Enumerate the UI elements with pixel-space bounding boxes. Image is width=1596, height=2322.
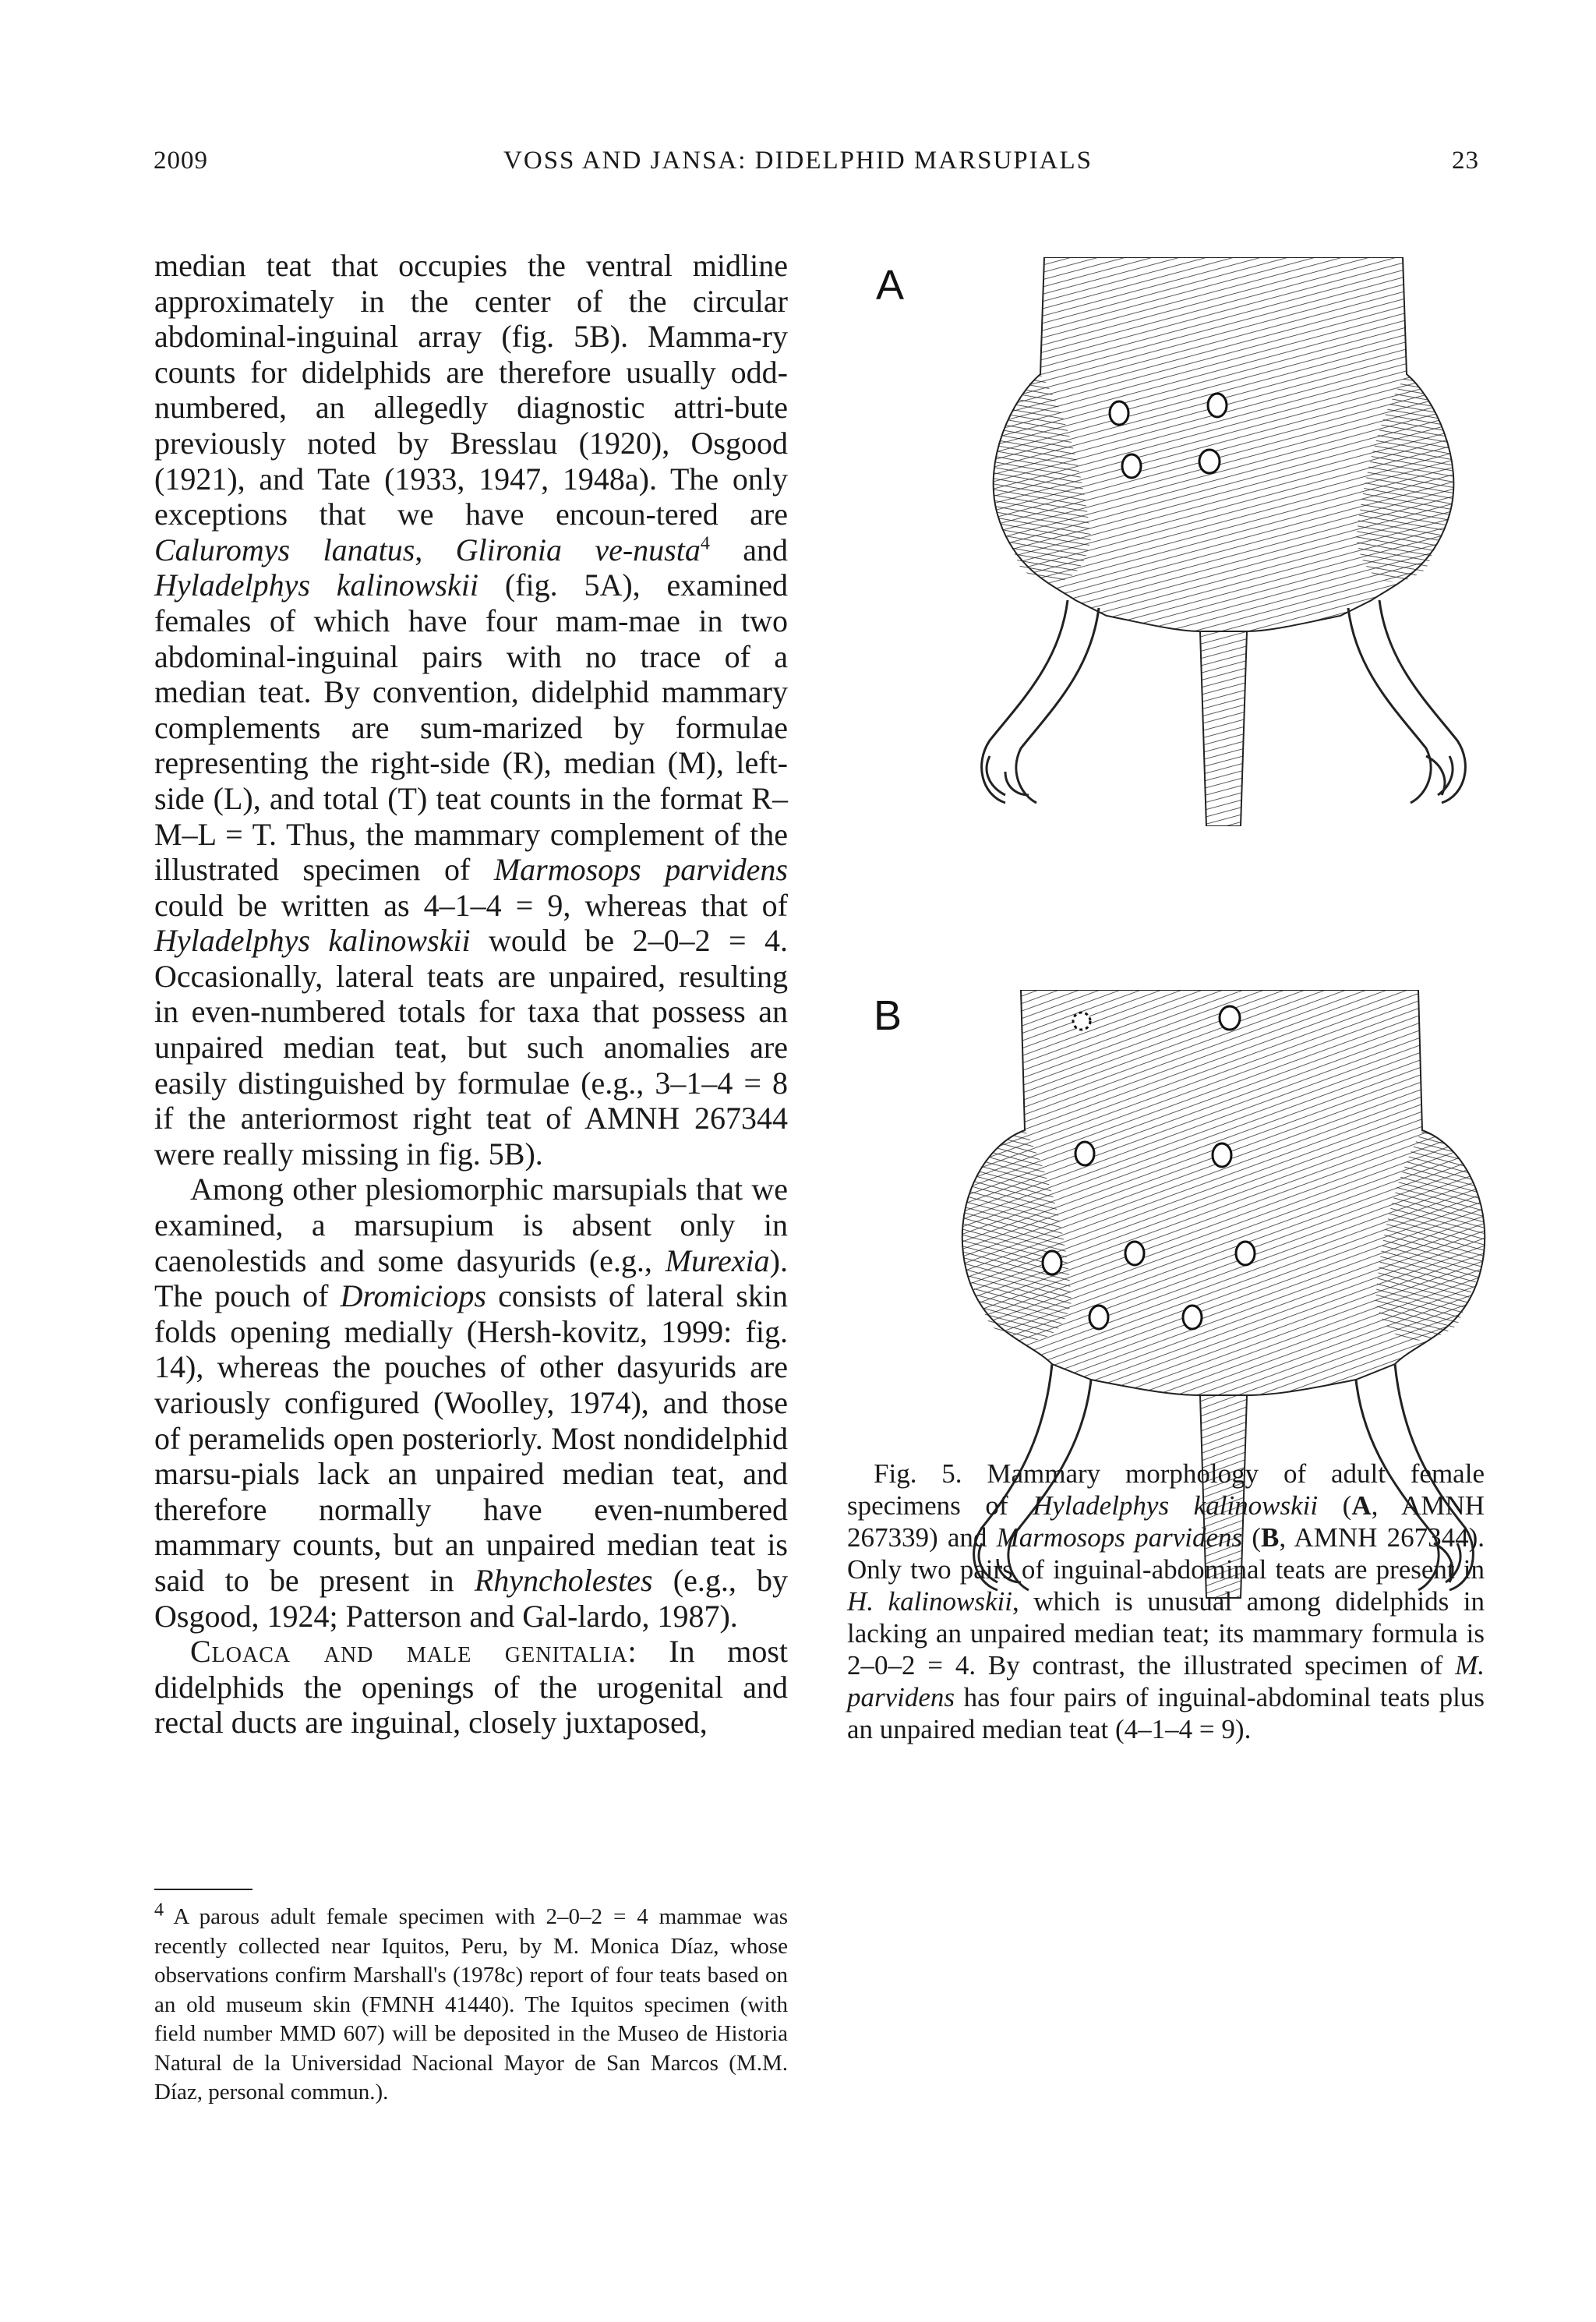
footnote-marker: 4 — [700, 533, 710, 554]
figure-panel-label-a: A — [876, 262, 905, 309]
figure-caption: Fig. 5. Mammary morphology of adult female specimens of Hyladelphys kalinowskii (A, AMNH 267339) and Marmosops parvidens (B, AMNH 267344). Only two pairs of inguinal-abdominal teats are present in H. kalinowskii, which is unusual among didelphids in lacking an unpaired median teat; its mammary formula is 2–0–2 = 4. By contrast, the illustrated specimen of M. parvidens has four pairs of inguinal-abdominal teats plus an unpaired median teat (4–1–4 = 9). — [847, 1458, 1485, 1744]
page-number: 23 — [1452, 147, 1479, 175]
footnote-rule — [154, 1889, 252, 1890]
section-heading: Cloaca and male genitalia — [190, 1634, 628, 1670]
paragraph-3: Cloaca and male genitalia: In most didelphids the openings of the urogenital and rectal ducts are inguinal, closely juxtaposed, — [154, 1634, 788, 1741]
paragraph-2: Among other plesiomorphic marsupials that we examined, a marsupium is absent only in caenolestids and some dasyurids (e.g., Murexia). The pouch of Dromiciops consists of lateral skin folds opening medially (Hersh-kovitz, 1999: fig. 14), whereas the pouches of other dasyurids are variously configured (Woolley, 1974), and those of peramelids open posteriorly. Most nondidelphid marsu-pials lack an unpaired median teat, and therefore normally have even-numbered mammary counts, but an unpaired median teat is said to be present in Rhyncholestes (e.g., by Osgood, 1924; Patterson and Gal-lardo, 1987). — [154, 1172, 789, 1634]
figure-5a-illustration — [935, 257, 1512, 826]
tail — [1200, 631, 1247, 826]
paragraph-1: median teat that occupies the ventral midline approximately in the center of the circular abdominal-inguinal array (fig. 5B). Mamma-ry counts for didelphids are therefore usually odd-numbered, an allegedly diagnostic attri-bute previously noted by Bresslau (1920), Osgood (1921), and Tate (1933, 1947, 1948a). The only exceptions that we have encoun-tered are Caluromys lanatus, Glironia ve-nusta$^4$ and Hyladelphys kalinowskii (fig. 5A), examined females of which have four mam-mae in two abdominal-inguinal pairs with no trace of a median teat. By convention, didelphid mammary complements are sum-marized by formulae representing the right-side (R), median (M), left-side (L), and total (T) teat counts in the format R–M–L = T. Thus, the mammary complement of the illustrated specimen of Marmosops parvidens could be written as 4–1–4 = 9, whereas that of Hyladelphys kalinowskii would be 2–0–2 = 4. Occasionally, lateral teats are unpaired, resulting in even-numbered totals for taxa that possess an unpaired median teat, but such anomalies are easily distinguished by formulae (e.g., 3–1–4 = 8 if the anteriormost right teat of AMNH 267344 were really missing in fig. 5B). — [154, 248, 788, 1172]
running-header-year: 2009 — [154, 147, 208, 175]
body-outline — [962, 990, 1485, 1395]
body-text-column — [154, 248, 788, 1741]
footnote: $^4$ A parous adult female specimen with 2–0–2 = 4 mammae was recently collected near Iquitos, Peru, by M. Monica Díaz, whose observations confirm Marshall's (1978c) report of four teats based on an old museum skin (FMNH 41440). The Iquitos specimen (with field number MMD 607) will be deposited in the Museo de Historia Natural de la Universidad Nacional Mayor de San Marcos (M.M. Díaz, personal commun.). — [154, 1900, 788, 2105]
figure-panel-label-b: B — [874, 992, 902, 1039]
body-outline — [994, 257, 1454, 631]
running-header-title: VOSS AND JANSA: DIDELPHID MARSUPIALS — [503, 147, 1093, 175]
